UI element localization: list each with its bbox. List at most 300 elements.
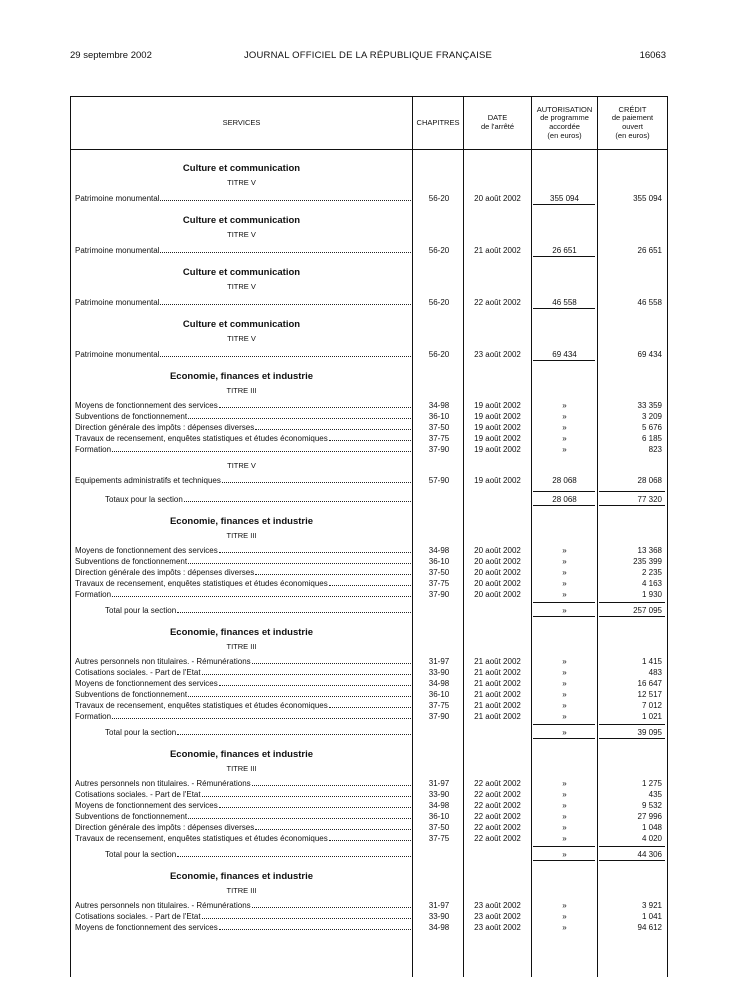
autorisation-cell: » (562, 579, 567, 588)
chapitre-cell: 31-97 (428, 779, 450, 788)
autorisation-cell: » (562, 557, 567, 566)
column-divider (597, 97, 598, 977)
dot-leader (219, 922, 411, 930)
date-cell: 22 août 2002 (474, 823, 521, 832)
table-row (71, 444, 667, 455)
service-name: Patrimoine monumental (75, 350, 160, 359)
credit-cell: 355 094 (633, 194, 662, 203)
date-cell: 22 août 2002 (474, 298, 521, 307)
service-name: Direction générale des impôts : dépenses diverses (75, 423, 255, 432)
chapitre-cell: 37-90 (428, 445, 450, 454)
dot-leader (219, 800, 411, 808)
table-row (71, 800, 667, 811)
chapitre-cell: 36-10 (428, 812, 450, 821)
header-autorisation: AUTORISATION de programme accordée (en euros) (536, 104, 593, 140)
dot-leader (188, 556, 411, 564)
row-label (75, 900, 411, 911)
total-row (71, 494, 667, 505)
row-label (75, 822, 411, 833)
total-label (105, 849, 411, 860)
credit-cell: 4 163 (641, 579, 662, 588)
titre-heading: TITRE V (227, 282, 256, 291)
autorisation-cell: » (562, 434, 567, 443)
credits-table (70, 96, 668, 977)
service-name: Patrimoine monumental (75, 246, 160, 255)
row-label (75, 545, 411, 556)
date-cell: 21 août 2002 (474, 668, 521, 677)
row-label (75, 578, 411, 589)
autorisation-cell: » (562, 401, 567, 410)
service-name: Travaux de recensement, enquêtes statistiques et études économiques (75, 434, 328, 443)
date-cell: 22 août 2002 (474, 812, 521, 821)
table-row (71, 545, 667, 556)
date-cell: 21 août 2002 (474, 246, 521, 255)
table-row (71, 245, 667, 256)
row-label (75, 922, 411, 933)
row-label (75, 778, 411, 789)
credit-cell: 1 021 (641, 712, 662, 721)
section-heading: Culture et communication (182, 267, 301, 278)
credit-cell: 823 (648, 445, 662, 454)
dot-leader (188, 689, 411, 697)
section-heading: Economie, finances et industrie (169, 627, 314, 638)
service-name: Moyens de fonctionnement des services (75, 923, 218, 932)
row-label (75, 444, 411, 455)
table-row (71, 349, 667, 360)
date-cell: 22 août 2002 (474, 834, 521, 843)
header-credit: CRÉDIT de paiement ouvert (en euros) (611, 104, 654, 140)
service-name: Travaux de recensement, enquêtes statistiques et études économiques (75, 579, 328, 588)
chapitre-cell: 33-90 (428, 668, 450, 677)
credit-cell: 33 359 (637, 401, 662, 410)
service-name: Subventions de fonctionnement (75, 690, 188, 699)
header-date: 29 septembre 2002 (70, 50, 152, 61)
date-cell: 19 août 2002 (474, 445, 521, 454)
service-name: Autres personnels non titulaires. - Rémunérations (75, 657, 251, 666)
row-label (75, 589, 411, 600)
dot-leader (219, 400, 411, 408)
autorisation-cell: » (562, 923, 567, 932)
table-row (71, 711, 667, 722)
autorisation-underline (533, 256, 595, 257)
chapitre-cell: 33-90 (428, 790, 450, 799)
total-rule (599, 491, 665, 492)
dot-leader (160, 245, 411, 253)
titre-heading: TITRE III (226, 764, 257, 773)
table-row (71, 475, 667, 486)
chapitre-cell: 37-75 (428, 579, 450, 588)
credit-cell: 1 041 (641, 912, 662, 921)
total-autorisation: » (562, 606, 567, 615)
credit-cell: 235 399 (633, 557, 662, 566)
service-name: Moyens de fonctionnement des services (75, 401, 218, 410)
total-rule (599, 724, 665, 725)
table-row (71, 833, 667, 844)
dot-leader (188, 811, 411, 819)
total-autorisation: » (562, 728, 567, 737)
date-cell: 19 août 2002 (474, 476, 521, 485)
titre-heading: TITRE V (227, 461, 256, 470)
row-label (75, 689, 411, 700)
autorisation-cell: 26 651 (552, 246, 577, 255)
autorisation-cell: 355 094 (550, 194, 579, 203)
titre-heading: TITRE V (227, 178, 256, 187)
row-label (75, 400, 411, 411)
chapitre-cell: 36-10 (428, 412, 450, 421)
chapitre-cell: 31-97 (428, 901, 450, 910)
header-chapitres: CHAPITRES (416, 117, 460, 127)
credit-cell: 28 068 (637, 476, 662, 485)
table-row (71, 297, 667, 308)
page-header (70, 50, 666, 64)
total-credit: 39 095 (637, 728, 662, 737)
dot-leader (160, 349, 411, 357)
autorisation-cell: » (562, 901, 567, 910)
credit-cell: 46 558 (637, 298, 662, 307)
date-cell: 19 août 2002 (474, 401, 521, 410)
section-heading: Economie, finances et industrie (169, 516, 314, 527)
column-divider (412, 97, 413, 977)
autorisation-cell: » (562, 834, 567, 843)
chapitre-cell: 56-20 (428, 298, 450, 307)
service-name: Cotisations sociales. - Part de l'Etat (75, 790, 201, 799)
chapitre-cell: 37-90 (428, 590, 450, 599)
total-rule (599, 602, 665, 603)
titre-heading: TITRE V (227, 230, 256, 239)
section-heading: Culture et communication (182, 163, 301, 174)
autorisation-cell: » (562, 546, 567, 555)
row-label (75, 349, 411, 360)
credit-cell: 3 921 (641, 901, 662, 910)
row-label (75, 800, 411, 811)
section-heading: Economie, finances et industrie (169, 871, 314, 882)
total-underline (599, 505, 665, 506)
autorisation-cell: » (562, 690, 567, 699)
credit-cell: 7 012 (641, 701, 662, 710)
autorisation-cell: » (562, 423, 567, 432)
service-name: Subventions de fonctionnement (75, 412, 188, 421)
dot-leader (219, 678, 411, 686)
date-cell: 23 août 2002 (474, 912, 521, 921)
total-label (105, 494, 411, 505)
row-label (75, 667, 411, 678)
credit-cell: 2 235 (641, 568, 662, 577)
total-underline (599, 616, 665, 617)
credit-cell: 26 651 (637, 246, 662, 255)
date-cell: 21 août 2002 (474, 701, 521, 710)
autorisation-cell: » (562, 779, 567, 788)
autorisation-cell: » (562, 801, 567, 810)
row-label (75, 297, 411, 308)
autorisation-cell: » (562, 790, 567, 799)
dot-leader (255, 422, 411, 430)
date-cell: 21 août 2002 (474, 679, 521, 688)
date-cell: 21 août 2002 (474, 657, 521, 666)
table-header (71, 97, 667, 150)
service-name: Direction générale des impôts : dépenses diverses (75, 568, 255, 577)
dot-leader (188, 411, 411, 419)
total-credit: 77 320 (637, 495, 662, 504)
service-name: Autres personnels non titulaires. - Rémunérations (75, 779, 251, 788)
credit-cell: 12 517 (637, 690, 662, 699)
total-name: Totaux pour la section (105, 495, 183, 504)
dot-leader (202, 911, 411, 919)
chapitre-cell: 37-75 (428, 701, 450, 710)
chapitre-cell: 37-50 (428, 423, 450, 432)
total-rule (533, 846, 595, 847)
service-name: Travaux de recensement, enquêtes statistiques et études économiques (75, 701, 328, 710)
service-name: Formation (75, 712, 112, 721)
dot-leader (177, 605, 411, 613)
date-cell: 23 août 2002 (474, 350, 521, 359)
dot-leader (112, 444, 411, 452)
autorisation-underline (533, 308, 595, 309)
credit-cell: 3 209 (641, 412, 662, 421)
section-heading: Culture et communication (182, 319, 301, 330)
autorisation-cell: » (562, 657, 567, 666)
service-name: Patrimoine monumental (75, 194, 160, 203)
credit-cell: 13 368 (637, 546, 662, 555)
dot-leader (255, 567, 411, 575)
table-row (71, 900, 667, 911)
header-date: DATE de l'arrêté (480, 113, 515, 131)
dot-leader (329, 700, 411, 708)
total-row (71, 727, 667, 738)
service-name: Subventions de fonctionnement (75, 557, 188, 566)
chapitre-cell: 37-50 (428, 568, 450, 577)
dot-leader (202, 667, 411, 675)
total-rule (533, 724, 595, 725)
table-row (71, 667, 667, 678)
credit-cell: 1 275 (641, 779, 662, 788)
credit-cell: 6 185 (641, 434, 662, 443)
total-label (105, 727, 411, 738)
service-name: Equipements administratifs et techniques (75, 476, 221, 485)
autorisation-cell: » (562, 912, 567, 921)
chapitre-cell: 56-20 (428, 194, 450, 203)
table-row (71, 922, 667, 933)
credit-cell: 5 676 (641, 423, 662, 432)
table-row (71, 822, 667, 833)
dot-leader (160, 193, 411, 201)
row-label (75, 245, 411, 256)
credit-cell: 1 415 (641, 657, 662, 666)
table-row (71, 193, 667, 204)
dot-leader (177, 849, 411, 857)
date-cell: 19 août 2002 (474, 423, 521, 432)
date-cell: 22 août 2002 (474, 779, 521, 788)
row-label (75, 567, 411, 578)
table-row (71, 567, 667, 578)
total-rule (599, 846, 665, 847)
autorisation-cell: » (562, 590, 567, 599)
total-underline (533, 738, 595, 739)
credit-cell: 16 647 (637, 679, 662, 688)
chapitre-cell: 37-75 (428, 434, 450, 443)
service-name: Cotisations sociales. - Part de l'Etat (75, 912, 201, 921)
row-label (75, 911, 411, 922)
column-divider (531, 97, 532, 977)
dot-leader (252, 656, 411, 664)
autorisation-cell: » (562, 568, 567, 577)
journal-title: JOURNAL OFFICIEL DE LA RÉPUBLIQUE FRANÇAISE (243, 50, 493, 61)
autorisation-cell: » (562, 679, 567, 688)
service-name: Autres personnels non titulaires. - Rémunérations (75, 901, 251, 910)
table-row (71, 689, 667, 700)
autorisation-cell: 69 434 (552, 350, 577, 359)
total-underline (599, 860, 665, 861)
table-row (71, 556, 667, 567)
date-cell: 21 août 2002 (474, 690, 521, 699)
credit-cell: 4 020 (641, 834, 662, 843)
row-label (75, 700, 411, 711)
page-number: 16063 (639, 50, 666, 61)
date-cell: 23 août 2002 (474, 901, 521, 910)
row-label (75, 475, 411, 486)
total-row (71, 849, 667, 860)
dot-leader (112, 589, 411, 597)
section-heading: Economie, finances et industrie (169, 749, 314, 760)
service-name: Patrimoine monumental (75, 298, 160, 307)
date-cell: 19 août 2002 (474, 412, 521, 421)
section-heading: Economie, finances et industrie (169, 371, 314, 382)
date-cell: 20 août 2002 (474, 590, 521, 599)
row-label (75, 811, 411, 822)
service-name: Moyens de fonctionnement des services (75, 679, 218, 688)
dot-leader (219, 545, 411, 553)
titre-heading: TITRE III (226, 531, 257, 540)
header-services: SERVICES (222, 117, 261, 127)
chapitre-cell: 34-98 (428, 401, 450, 410)
section-heading: Culture et communication (182, 215, 301, 226)
total-credit: 257 095 (633, 606, 662, 615)
autorisation-cell: 46 558 (552, 298, 577, 307)
total-name: Total pour la section (105, 606, 177, 615)
table-row (71, 400, 667, 411)
total-row (71, 605, 667, 616)
dot-leader (184, 494, 411, 502)
row-label (75, 789, 411, 800)
dot-leader (222, 475, 411, 483)
date-cell: 20 août 2002 (474, 557, 521, 566)
autorisation-underline (533, 360, 595, 361)
autorisation-cell: » (562, 701, 567, 710)
autorisation-cell: » (562, 668, 567, 677)
autorisation-cell: » (562, 412, 567, 421)
total-label (105, 605, 411, 616)
service-name: Moyens de fonctionnement des services (75, 801, 218, 810)
total-credit: 44 306 (637, 850, 662, 859)
chapitre-cell: 36-10 (428, 557, 450, 566)
service-name: Travaux de recensement, enquêtes statistiques et études économiques (75, 834, 328, 843)
dot-leader (177, 727, 411, 735)
table-row (71, 433, 667, 444)
chapitre-cell: 37-75 (428, 834, 450, 843)
row-label (75, 711, 411, 722)
credit-cell: 483 (648, 668, 662, 677)
chapitre-cell: 56-20 (428, 246, 450, 255)
chapitre-cell: 34-98 (428, 923, 450, 932)
titre-heading: TITRE III (226, 386, 257, 395)
table-row (71, 656, 667, 667)
table-row (71, 700, 667, 711)
dot-leader (252, 778, 411, 786)
autorisation-cell: » (562, 445, 567, 454)
dot-leader (329, 433, 411, 441)
credit-cell: 69 434 (637, 350, 662, 359)
row-label (75, 678, 411, 689)
chapitre-cell: 31-97 (428, 657, 450, 666)
table-row (71, 789, 667, 800)
table-row (71, 811, 667, 822)
table-row (71, 578, 667, 589)
table-row (71, 422, 667, 433)
total-underline (599, 738, 665, 739)
titre-heading: TITRE III (226, 642, 257, 651)
chapitre-cell: 57-90 (428, 476, 450, 485)
total-rule (533, 491, 595, 492)
dot-leader (255, 822, 411, 830)
date-cell: 22 août 2002 (474, 801, 521, 810)
chapitre-cell: 34-98 (428, 546, 450, 555)
chapitre-cell: 34-98 (428, 801, 450, 810)
dot-leader (329, 578, 411, 586)
dot-leader (252, 900, 411, 908)
credit-cell: 1 930 (641, 590, 662, 599)
date-cell: 22 août 2002 (474, 790, 521, 799)
table-row (71, 589, 667, 600)
credit-cell: 94 612 (637, 923, 662, 932)
service-name: Subventions de fonctionnement (75, 812, 188, 821)
dot-leader (202, 789, 411, 797)
credit-cell: 1 048 (641, 823, 662, 832)
chapitre-cell: 36-10 (428, 690, 450, 699)
row-label (75, 411, 411, 422)
date-cell: 20 août 2002 (474, 579, 521, 588)
row-label (75, 833, 411, 844)
row-label (75, 556, 411, 567)
autorisation-cell: » (562, 812, 567, 821)
total-underline (533, 860, 595, 861)
service-name: Formation (75, 590, 112, 599)
titre-heading: TITRE V (227, 334, 256, 343)
table-row (71, 778, 667, 789)
autorisation-underline (533, 204, 595, 205)
row-label (75, 656, 411, 667)
total-rule (533, 602, 595, 603)
table-row (71, 678, 667, 689)
chapitre-cell: 56-20 (428, 350, 450, 359)
date-cell: 20 août 2002 (474, 546, 521, 555)
chapitre-cell: 37-50 (428, 823, 450, 832)
table-row (71, 411, 667, 422)
dot-leader (160, 297, 411, 305)
date-cell: 20 août 2002 (474, 194, 521, 203)
autorisation-cell: » (562, 712, 567, 721)
total-name: Total pour la section (105, 850, 177, 859)
column-divider (463, 97, 464, 977)
date-cell: 23 août 2002 (474, 923, 521, 932)
chapitre-cell: 37-90 (428, 712, 450, 721)
credit-cell: 9 532 (641, 801, 662, 810)
date-cell: 20 août 2002 (474, 568, 521, 577)
credit-cell: 27 996 (637, 812, 662, 821)
chapitre-cell: 34-98 (428, 679, 450, 688)
service-name: Formation (75, 445, 112, 454)
table-row (71, 911, 667, 922)
total-underline (533, 505, 595, 506)
service-name: Direction générale des impôts : dépenses diverses (75, 823, 255, 832)
